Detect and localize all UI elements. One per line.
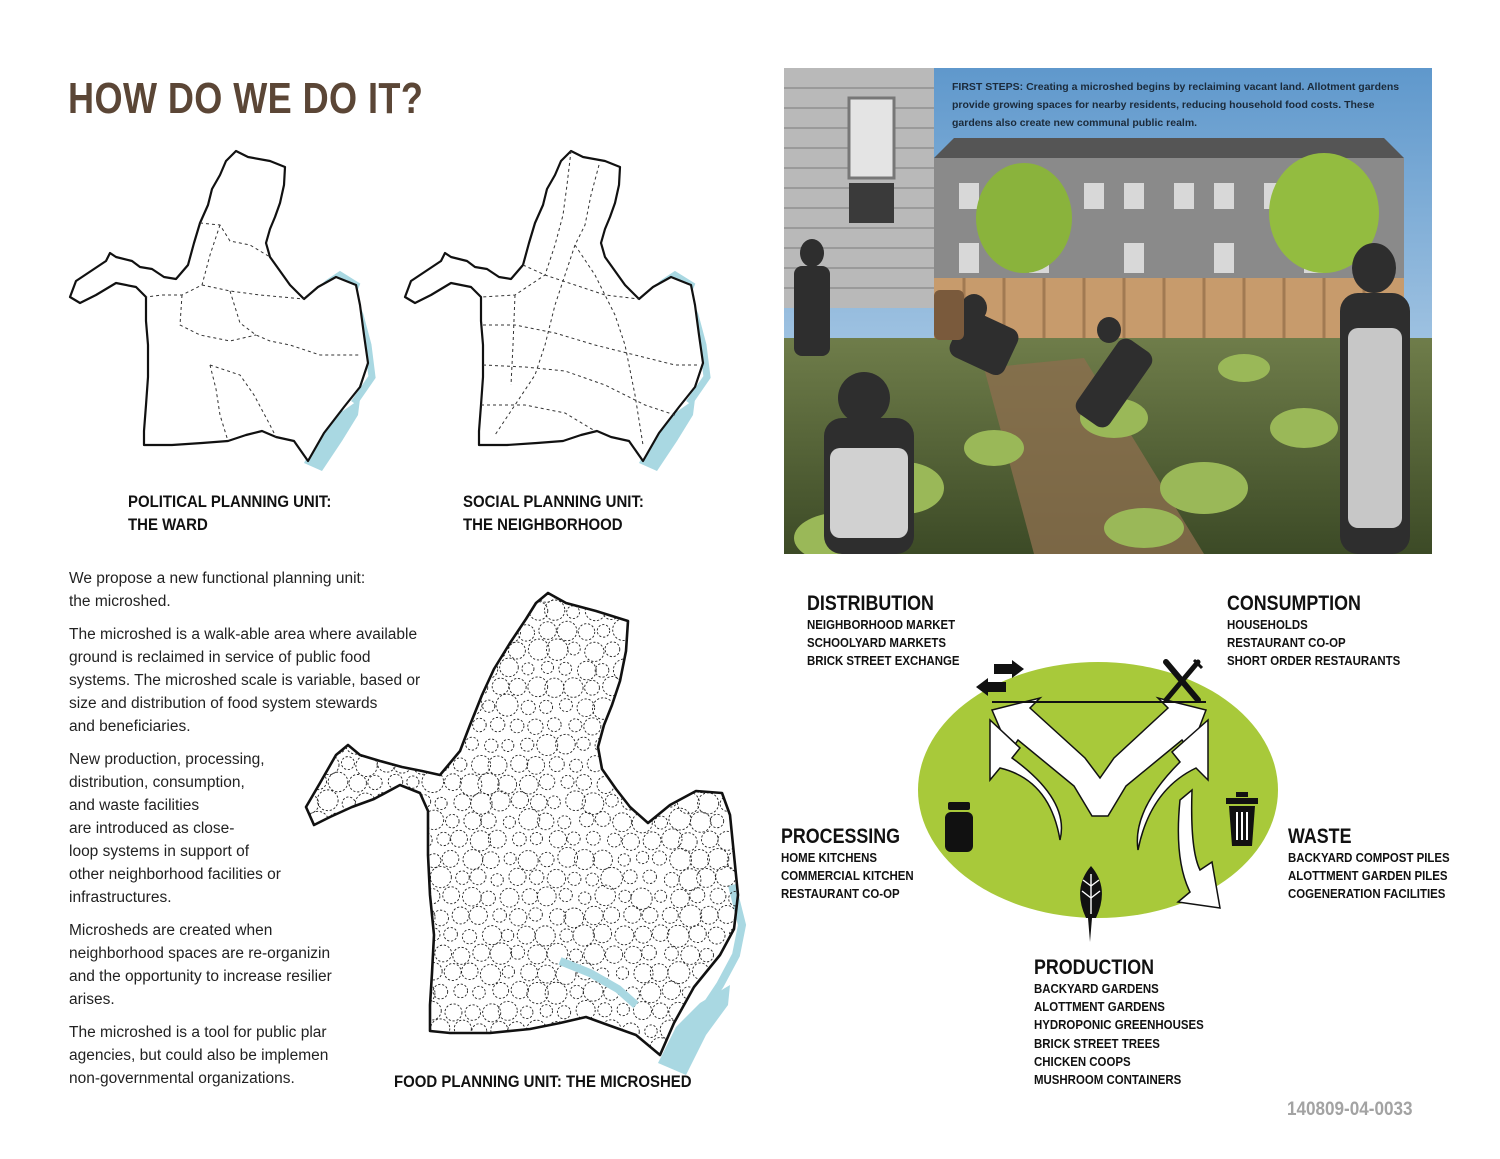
text-line: The microshed is a tool for public plar [69,1024,327,1041]
list-item: NEIGHBORHOOD MARKET [807,617,956,632]
text-line: distribution, consumption, [69,774,245,791]
consumption-block [1227,592,1424,671]
text-line: infrastructures. [69,889,172,906]
microshed-map [290,585,760,1075]
consumption-list [1227,616,1400,671]
trash-can-icon [1226,792,1258,846]
list-item: SHORT ORDER RESTAURANTS [1227,653,1401,669]
social-caption [463,490,644,536]
page-number: 140809-04-0033 [1287,1099,1413,1120]
list-item: SCHOOLYARD MARKETS [807,635,946,651]
text-line: Microsheds are created when [69,922,273,939]
text-line: other neighborhood facilities or [69,866,281,883]
text-line: arises. [69,991,115,1008]
list-item: CHICKEN COOPS [1034,1053,1131,1069]
text-line: the microshed. [69,593,171,610]
processing-list [781,849,914,904]
text-line: We propose a new functional planning unit: [69,570,366,587]
social-caption-line-2: THE NEIGHBORHOOD [463,515,623,534]
social-caption-line-1: SOCIAL PLANNING UNIT: [463,492,644,511]
text-line: New production, processing, [69,751,265,768]
photo-caption: FIRST STEPS: Creating a microshed begins by reclaiming vacant land. Allotment gardens provide growing spaces for nearby residents, reducing household food costs. These gardens also create new communal public realm. [952,81,1400,129]
list-item: HOME KITCHENS [781,850,877,865]
list-item: BRICK STREET EXCHANGE [807,653,960,669]
waste-list [1288,849,1450,904]
text-line: and waste facilities [69,797,200,814]
distribution-list [807,616,960,671]
waste-block [1288,825,1472,904]
text-line: systems. The microshed scale is variable, based or [69,672,421,689]
political-caption-line-2: THE WARD [128,515,208,534]
list-item: HOUSEHOLDS [1227,617,1308,632]
political-caption [128,490,331,536]
text-line: The microshed is a walk-able area where available [69,626,418,643]
text-line: are introduced as close- [69,820,235,837]
page-title: HOW DO WE DO IT? [68,74,424,123]
list-item: HYDROPONIC GREENHOUSES [1034,1017,1204,1033]
text-line: and beneficiaries. [69,718,191,735]
processing-title: PROCESSING [781,825,901,848]
list-item: COGENERATION FACILITIES [1288,886,1446,902]
text-line: size and distribution of food system stewards [69,695,378,712]
list-item: ALOTTMENT GARDEN PILES [1288,868,1448,884]
list-item: ALOTTMENT GARDENS [1034,999,1165,1015]
text-line: loop systems in support of [69,843,250,860]
list-item: RESTAURANT CO-OP [781,886,900,902]
political-caption-line-1: POLITICAL PLANNING UNIT: [128,492,332,511]
garden-collage-illustration [784,68,1432,554]
text-line: and the opportunity to increase resilier [69,968,332,985]
garden-photo [784,68,1432,554]
text-line: ground is reclaimed in service of public food [69,649,371,666]
consumption-title: CONSUMPTION [1227,592,1361,615]
distribution-title: DISTRIBUTION [807,592,934,615]
fork-knife-icon [1160,658,1204,706]
political-ward-map [60,145,390,485]
jar-icon [944,802,974,852]
list-item: BACKYARD COMPOST PILES [1288,850,1450,865]
leaf-icon [1074,866,1108,942]
production-title: PRODUCTION [1034,956,1154,979]
list-item: MUSHROOM CONTAINERS [1034,1072,1182,1088]
list-item: RESTAURANT CO-OP [1227,635,1346,651]
text-line: neighborhood spaces are re-organizin [69,945,331,962]
list-item: COMMERCIAL KITCHEN [781,868,914,884]
text-line: agencies, but could also be implemen [69,1047,329,1064]
production-block [1034,956,1227,1089]
exchange-arrows-icon [974,660,1028,700]
distribution-block [807,592,980,671]
text-line: non-governmental organizations. [69,1070,295,1087]
food-caption: FOOD PLANNING UNIT: THE MICROSHED [394,1072,692,1091]
list-item: BACKYARD GARDENS [1034,981,1159,996]
list-item: BRICK STREET TREES [1034,1035,1160,1051]
microshed-circles [290,585,757,1060]
waste-title: WASTE [1288,825,1352,848]
production-list [1034,980,1204,1089]
processing-block [781,825,932,904]
social-neighborhood-map [395,145,725,485]
